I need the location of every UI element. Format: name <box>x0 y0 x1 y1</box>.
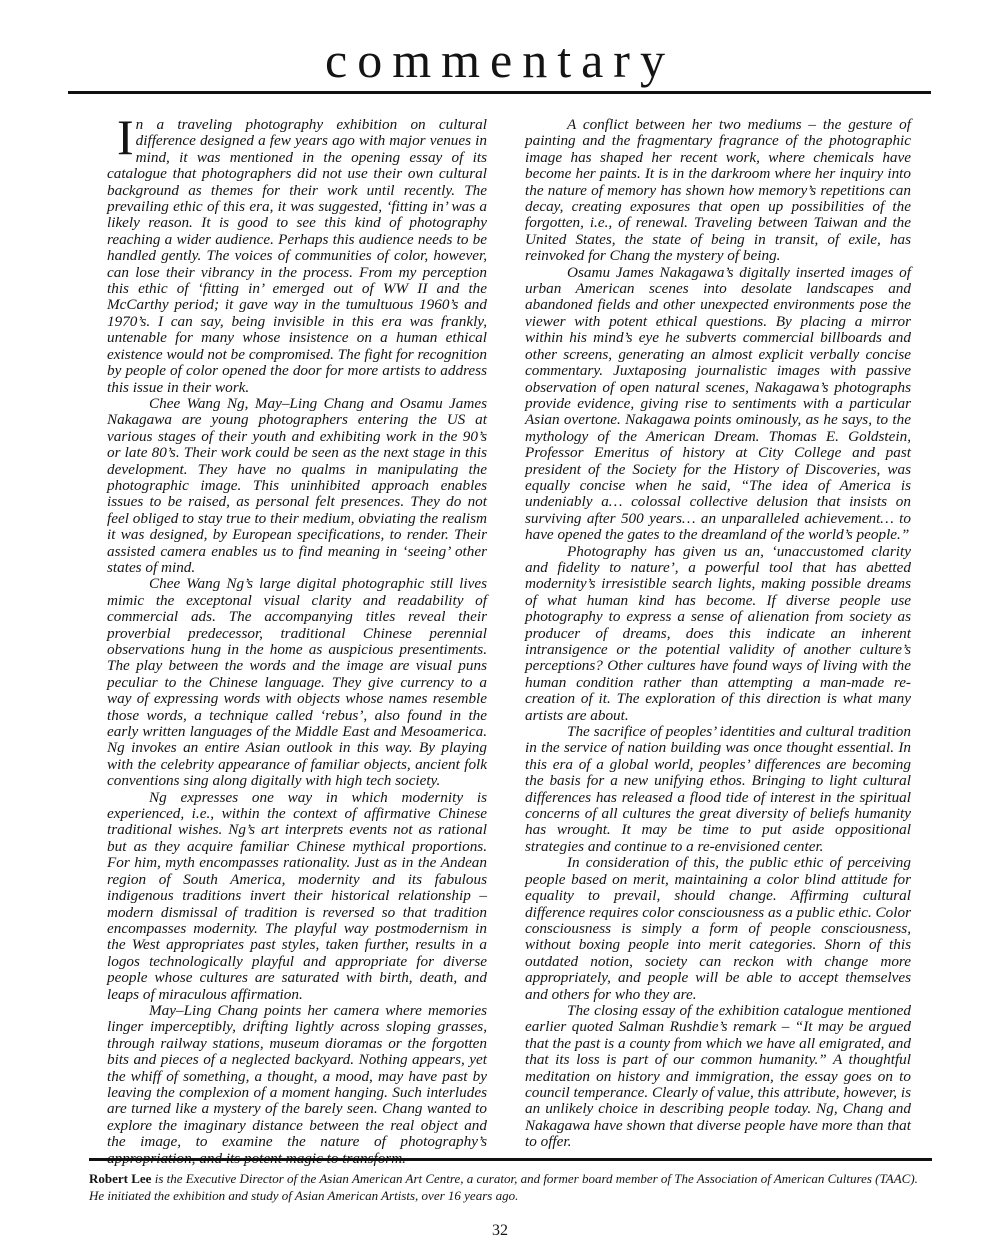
author-bio-text: is the Executive Director of the Asian American Art Centre, a curator, and former board member of The Association of American Cultures (TAAC). He initiated the exhibition and study of Asian American Artists, over 16 years ago. <box>89 1171 918 1203</box>
paragraph: In consideration of this, the public ethic of perceiving people based on merit, maintaining a color blind attitude for equality to prevail, should change. Affirming cultural difference requires color consciousness as a public ethic. Color consciousness is simply a form of people consciousness, without boxing people into merit categories. Shorn of this outdated notion, society can reckon with change more appropriately, and people will be able to accept themselves and others for who they are. <box>525 854 911 1003</box>
paragraph: May–Ling Chang points her camera where memories linger imperceptibly, drifting lightly across sloping grasses, through railway stations, museum dioramas or the forgotten bits and pieces of a neglected backyard. Nothing appears, yet the whiff of something, a thought, a mood, may have past by leaving the complexion of a moment hanging. Such interludes are turned like a mystery of the barely seen. Chang wanted to explore the imaginary distance between the real object and the image, to examine the nature of photography’s <box>107 1001 487 1151</box>
paragraph: Photography has given us an, ‘unaccustomed clarity and fidelity to nature’, a powerful tool that has abetted modernity’s irresistible search lights, making possible dreams of what human kind has become. If diverse people use photography to express a sense of alienation from society as producer of dreams, does this indicate an inherent intransigence or the potential validity of another culture’s perceptions? Other cultures have found ways of living with the human condition rather than attempting a man-made re-creation of it. The exploration of this direction is what many artists are about. <box>525 542 911 724</box>
paragraph: The sacrifice of peoples’ identities and cultural tradition in the service of nation building was once thought essential. In this era of a global world, peoples’ differences are becoming the basis for a new unifying ethos. Bringing to light cultural differences has released a flood tide of interest in the spiritual concerns of all cultures the great diversity of beliefs humanity has wrought. It may be time to put aside oppositional strategies and continue to a re-envisioned center. <box>525 723 911 855</box>
page-number: 32 <box>492 1222 508 1239</box>
paragraph: A conflict between her two mediums – the gesture of painting and the fragmentary fragrance of the photographic image has shaped her recent work, where chemicals have become her paints. It is in the darkroom where her inquiry into the nature of memory has shown how memory’s repetitions can decay, creating exposures that open up possibilities of the forgotten, i.e., of renewal. Traveling between Taiwan and the United States, the state of being in transit, of exile, has reinvoked for Chang the mystery of being. <box>525 116 911 265</box>
bottom-rule-divider <box>89 1158 932 1161</box>
author-bio <box>89 1170 932 1204</box>
paragraph: Chee Wang Ng’s large digital photographic still lives mimic the exceptonal visual clarity and readability of commercial ads. The accompanying titles reveal their proverbial predecessor, traditional Chinese perennial observations hung in the home as auspicious presentiments. The play between the words and the image are visual puns peculiar to the Chinese language. They give currency to a way of expressing words with objects whose names resemble those words, a technique called ‘rebus’, also found in the early written languages of the Middle East and Mesoamerica. Ng invokes an entire Asian outlook in this way. By playing with the celebrity appearance of familiar objects, ancient folk conventions sing along digitally with high tech society. <box>107 575 487 790</box>
paragraph: Osamu James Nakagawa’s digitally inserted images of urban American scenes into desolate landscapes and abandoned fields and other unexpected environments pose the viewer with potent ethical questions. By placing a mirror within his mind’s eye he subverts commercial billboards and other screens, generating an almost explicit verbally concise commentary. Juxtaposing journalistic images with passive observation of open natural scenes, Nakagawa’s photographs provide evidence, giving rise to sentiments with a particular Asian overtone. Nakagawa points ominously, as he says, to the mythology of the American Dream. Thomas E. Goldstein, Professor Emeritus of history at City College and past president of the Society for the History of Discoveries, was equally concise when he said, “The idea of America is undeniably a… colossal collective delusion that insists on surviving after 500 years… an unparalleled achievement… to have opened the gates to the dreamland of the world’s people.” <box>525 263 911 544</box>
drop-cap: I <box>117 109 134 165</box>
paragraph: Chee Wang Ng, May–Ling Chang and Osamu James Nakagawa are young photographers entering the US at various stages of their youth and exhibiting work in the 90’s or late 80’s. Their work could be seen as the next stage in this development. They have no qualms in manipulating the photographic image. This uninhibited approach enables issues to be raised, as personal felt presences. They do not feel obliged to stay true to their medium, obviating the realism it was designed, by European specifications, to render. Their assisted camera enables us to find meaning in ‘seeing’ other states of mind. <box>107 394 487 576</box>
paragraph-text: n a traveling photography exhibition on cultural difference designed a few years ago with major venues in mind, it was mentioned in the opening essay of its catalogue that photographers did not use their own cultural background as themes for their work until recently. The prevailing ethic of this era, it was suggested, ‘fitting in’ was a likely reason. It is good to see this kind of photography reaching a wider audience. Perhaps this audience needs to be handled gently. The voices of communities of color, however, can lose their vibrancy in the process. From my perception this ethic of ‘fitting in’ emerged out of WW II and the McCarthy period; it gave way in the tumultuous 1960’s and 1970’s. I can say, being invisible in this era was frankly, untenable for many whose insistence on a human ethical existence would not be compromised. The fight for recognition by people of color opened the door for more artists to address this issue in their work. <box>107 116 487 396</box>
right-column <box>525 117 911 1151</box>
page-title: commentary <box>325 32 675 88</box>
top-rule-divider <box>68 91 931 94</box>
paragraph: Ng expresses one way in which modernity is experienced, i.e., within the context of affirmative Chinese traditional wishes. Ng’s art interprets events not as rational but as they acquire familiar Chinese mythical proportions. For him, myth encompasses rationality. Just as in the Andean region of South America, modernity and its fabulous indigenous traditions invert their historical relationship – modern dismissal of tradition is reversed so that tradition encompasses modernity. The playful way postmodernism in the West appropriates past styles, taken further, results in a logos technologically playful and appropriate for diverse people whose cultures are saturated with birth, death, and leaps of miraculous affirmation. <box>107 788 487 1003</box>
left-column <box>107 109 487 1167</box>
paragraph <box>107 109 487 396</box>
author-name: Robert Lee <box>89 1171 152 1186</box>
paragraph: The closing essay of the exhibition catalogue mentioned earlier quoted Salman Rushdie’s remark – “It may be argued that the past is a county from which we have all emigrated, and that its loss is part of our common humanity.” A thoughtful meditation on history and immigration, the essay goes on to council temperance. Clearly of value, this attribute, however, is an unlikely choice in describing people today. Ng, Chang and Nakagawa have shown that diverse people have more than that to offer. <box>525 1001 911 1151</box>
